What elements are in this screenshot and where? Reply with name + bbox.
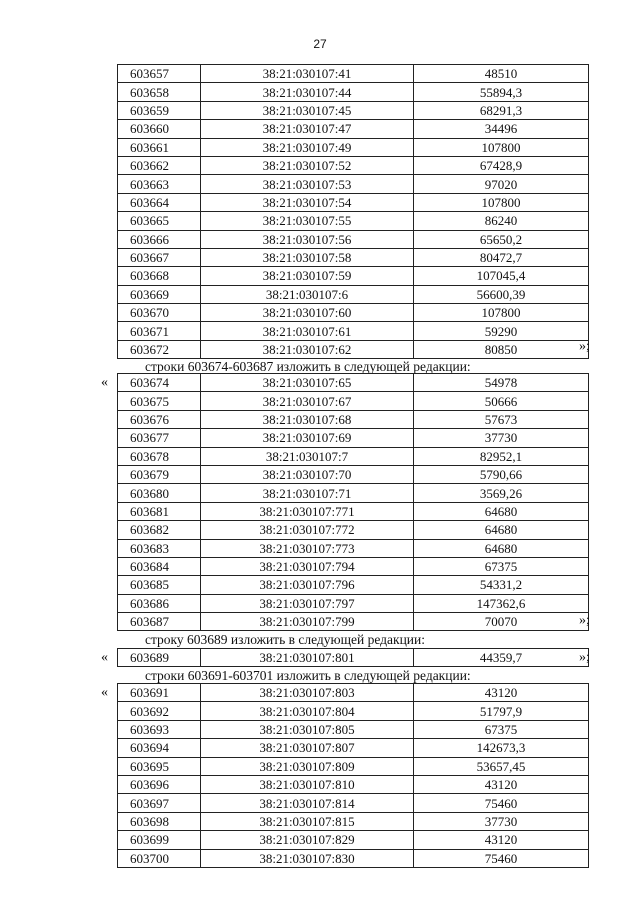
table-row: [118, 812, 589, 830]
value-cell: 64680: [414, 521, 589, 539]
table-row: [118, 594, 589, 612]
registry-number-cell: 603692: [118, 702, 201, 720]
registry-number-cell: 603693: [118, 720, 201, 738]
registry-number-cell: 603675: [118, 392, 201, 410]
cadastral-number-cell: 38:21:030107:809: [201, 757, 414, 775]
cadastral-number-cell: 38:21:030107:799: [201, 613, 414, 631]
value-cell: 65650,2: [414, 230, 589, 248]
value-cell: 34496: [414, 120, 589, 138]
cadastral-number-cell: 38:21:030107:796: [201, 576, 414, 594]
registry-number-cell: 603664: [118, 193, 201, 211]
cadastral-number-cell: 38:21:030107:810: [201, 775, 414, 793]
value-cell: 3569,26: [414, 484, 589, 502]
table-row: [118, 212, 589, 230]
value-cell: 67428,9: [414, 156, 589, 174]
value-cell: 44359,7: [414, 649, 589, 667]
value-cell: 82952,1: [414, 447, 589, 465]
cadastral-number-cell: 38:21:030107:60: [201, 304, 414, 322]
cadastral-number-cell: 38:21:030107:41: [201, 65, 414, 83]
table-row: [118, 757, 589, 775]
opening-quote: «: [101, 375, 108, 390]
table-row: [118, 230, 589, 248]
registry-number-cell: 603687: [118, 613, 201, 631]
registry-number-cell: 603670: [118, 304, 201, 322]
value-cell: 75460: [414, 794, 589, 812]
registry-number-cell: 603671: [118, 322, 201, 340]
table-row: [118, 576, 589, 594]
table-row: [118, 684, 589, 702]
registry-number-cell: 603672: [118, 340, 201, 358]
cadastral-number-cell: 38:21:030107:807: [201, 739, 414, 757]
registry-number-cell: 603676: [118, 410, 201, 428]
registry-number-cell: 603657: [118, 65, 201, 83]
closing-quote: »;: [579, 613, 590, 628]
cadastral-number-cell: 38:21:030107:7: [201, 447, 414, 465]
value-cell: 59290: [414, 322, 589, 340]
cadastral-number-cell: 38:21:030107:56: [201, 230, 414, 248]
registry-number-cell: 603659: [118, 101, 201, 119]
registry-number-cell: 603681: [118, 502, 201, 520]
cadastral-number-cell: 38:21:030107:797: [201, 594, 414, 612]
register-table-4: [117, 683, 589, 868]
table-row: [118, 849, 589, 867]
cadastral-number-cell: 38:21:030107:54: [201, 193, 414, 211]
registry-number-cell: 603669: [118, 285, 201, 303]
table-row: [118, 720, 589, 738]
value-cell: 43120: [414, 684, 589, 702]
registry-number-cell: 603674: [118, 374, 201, 392]
table-row: [118, 304, 589, 322]
registry-number-cell: 603700: [118, 849, 201, 867]
cadastral-number-cell: 38:21:030107:45: [201, 101, 414, 119]
table-row: [118, 613, 589, 631]
table-row: [118, 557, 589, 575]
cadastral-number-cell: 38:21:030107:58: [201, 248, 414, 266]
cadastral-number-cell: 38:21:030107:68: [201, 410, 414, 428]
value-cell: 43120: [414, 831, 589, 849]
value-cell: 5790,66: [414, 465, 589, 483]
page-number: 27: [313, 37, 327, 51]
table-row: [118, 739, 589, 757]
table-row: [118, 392, 589, 410]
cadastral-number-cell: 38:21:030107:771: [201, 502, 414, 520]
value-cell: 107800: [414, 138, 589, 156]
cadastral-number-cell: 38:21:030107:47: [201, 120, 414, 138]
value-cell: 147362,6: [414, 594, 589, 612]
cadastral-number-cell: 38:21:030107:44: [201, 83, 414, 101]
value-cell: 67375: [414, 557, 589, 575]
registry-number-cell: 603691: [118, 684, 201, 702]
value-cell: 80472,7: [414, 248, 589, 266]
registry-number-cell: 603667: [118, 248, 201, 266]
table-row: [118, 502, 589, 520]
table-row: [118, 521, 589, 539]
cadastral-number-cell: 38:21:030107:65: [201, 374, 414, 392]
registry-number-cell: 603660: [118, 120, 201, 138]
value-cell: 51797,9: [414, 702, 589, 720]
amendment-instruction: строки 603674-603687 изложить в следующей редакции:: [145, 359, 471, 374]
cadastral-number-cell: 38:21:030107:69: [201, 429, 414, 447]
registry-number-cell: 603694: [118, 739, 201, 757]
table-row: [118, 539, 589, 557]
table-row: [118, 156, 589, 174]
cadastral-number-cell: 38:21:030107:49: [201, 138, 414, 156]
value-cell: 50666: [414, 392, 589, 410]
value-cell: 48510: [414, 65, 589, 83]
registry-number-cell: 603689: [118, 649, 201, 667]
registry-number-cell: 603699: [118, 831, 201, 849]
value-cell: 37730: [414, 812, 589, 830]
table-row: [118, 649, 589, 667]
table-row: [118, 429, 589, 447]
table-row: [118, 285, 589, 303]
table-row: [118, 831, 589, 849]
value-cell: 107045,4: [414, 267, 589, 285]
cadastral-number-cell: 38:21:030107:803: [201, 684, 414, 702]
registry-number-cell: 603658: [118, 83, 201, 101]
value-cell: 56600,39: [414, 285, 589, 303]
cadastral-number-cell: 38:21:030107:55: [201, 212, 414, 230]
table-row: [118, 794, 589, 812]
registry-number-cell: 603663: [118, 175, 201, 193]
table-row: [118, 138, 589, 156]
cadastral-number-cell: 38:21:030107:52: [201, 156, 414, 174]
table-row: [118, 101, 589, 119]
cadastral-number-cell: 38:21:030107:830: [201, 849, 414, 867]
amendment-instruction: строку 603689 изложить в следующей редакции:: [145, 632, 426, 647]
value-cell: 53657,45: [414, 757, 589, 775]
registry-number-cell: 603668: [118, 267, 201, 285]
cadastral-number-cell: 38:21:030107:71: [201, 484, 414, 502]
value-cell: 107800: [414, 304, 589, 322]
table-row: [118, 775, 589, 793]
table-row: [118, 410, 589, 428]
registry-number-cell: 603682: [118, 521, 201, 539]
table-row: [118, 65, 589, 83]
table-row: [118, 193, 589, 211]
value-cell: 57673: [414, 410, 589, 428]
value-cell: 54331,2: [414, 576, 589, 594]
table-row: [118, 83, 589, 101]
value-cell: 55894,3: [414, 83, 589, 101]
value-cell: 70070: [414, 613, 589, 631]
table-row: [118, 175, 589, 193]
registry-number-cell: 603665: [118, 212, 201, 230]
amendment-instruction: строки 603691-603701 изложить в следующей редакции:: [145, 668, 471, 683]
registry-number-cell: 603696: [118, 775, 201, 793]
registry-number-cell: 603679: [118, 465, 201, 483]
cadastral-number-cell: 38:21:030107:53: [201, 175, 414, 193]
table-row: [118, 340, 589, 358]
registry-number-cell: 603662: [118, 156, 201, 174]
registry-number-cell: 603697: [118, 794, 201, 812]
register-table-1: [117, 64, 589, 359]
table-row: [118, 465, 589, 483]
registry-number-cell: 603686: [118, 594, 201, 612]
value-cell: 54978: [414, 374, 589, 392]
registry-number-cell: 603695: [118, 757, 201, 775]
value-cell: 80850: [414, 340, 589, 358]
cadastral-number-cell: 38:21:030107:829: [201, 831, 414, 849]
value-cell: 43120: [414, 775, 589, 793]
cadastral-number-cell: 38:21:030107:814: [201, 794, 414, 812]
cadastral-number-cell: 38:21:030107:772: [201, 521, 414, 539]
table-row: [118, 267, 589, 285]
opening-quote: «: [101, 650, 108, 665]
registry-number-cell: 603661: [118, 138, 201, 156]
table-row: [118, 702, 589, 720]
value-cell: 142673,3: [414, 739, 589, 757]
closing-quote: »;: [579, 650, 590, 665]
cadastral-number-cell: 38:21:030107:773: [201, 539, 414, 557]
closing-quote: »;: [579, 339, 590, 354]
table-row: [118, 322, 589, 340]
cadastral-number-cell: 38:21:030107:59: [201, 267, 414, 285]
value-cell: 75460: [414, 849, 589, 867]
opening-quote: «: [101, 685, 108, 700]
value-cell: 107800: [414, 193, 589, 211]
registry-number-cell: 603684: [118, 557, 201, 575]
cadastral-number-cell: 38:21:030107:805: [201, 720, 414, 738]
value-cell: 97020: [414, 175, 589, 193]
registry-number-cell: 603677: [118, 429, 201, 447]
table-row: [118, 374, 589, 392]
cadastral-number-cell: 38:21:030107:61: [201, 322, 414, 340]
table-row: [118, 447, 589, 465]
register-table-3: [117, 648, 589, 667]
registry-number-cell: 603698: [118, 812, 201, 830]
value-cell: 37730: [414, 429, 589, 447]
registry-number-cell: 603666: [118, 230, 201, 248]
registry-number-cell: 603685: [118, 576, 201, 594]
cadastral-number-cell: 38:21:030107:62: [201, 340, 414, 358]
cadastral-number-cell: 38:21:030107:804: [201, 702, 414, 720]
registry-number-cell: 603678: [118, 447, 201, 465]
table-row: [118, 484, 589, 502]
value-cell: 68291,3: [414, 101, 589, 119]
cadastral-number-cell: 38:21:030107:815: [201, 812, 414, 830]
register-table-2: [117, 373, 589, 631]
cadastral-number-cell: 38:21:030107:794: [201, 557, 414, 575]
value-cell: 67375: [414, 720, 589, 738]
cadastral-number-cell: 38:21:030107:6: [201, 285, 414, 303]
cadastral-number-cell: 38:21:030107:70: [201, 465, 414, 483]
value-cell: 64680: [414, 502, 589, 520]
cadastral-number-cell: 38:21:030107:801: [201, 649, 414, 667]
value-cell: 86240: [414, 212, 589, 230]
value-cell: 64680: [414, 539, 589, 557]
cadastral-number-cell: 38:21:030107:67: [201, 392, 414, 410]
registry-number-cell: 603683: [118, 539, 201, 557]
registry-number-cell: 603680: [118, 484, 201, 502]
table-row: [118, 248, 589, 266]
table-row: [118, 120, 589, 138]
